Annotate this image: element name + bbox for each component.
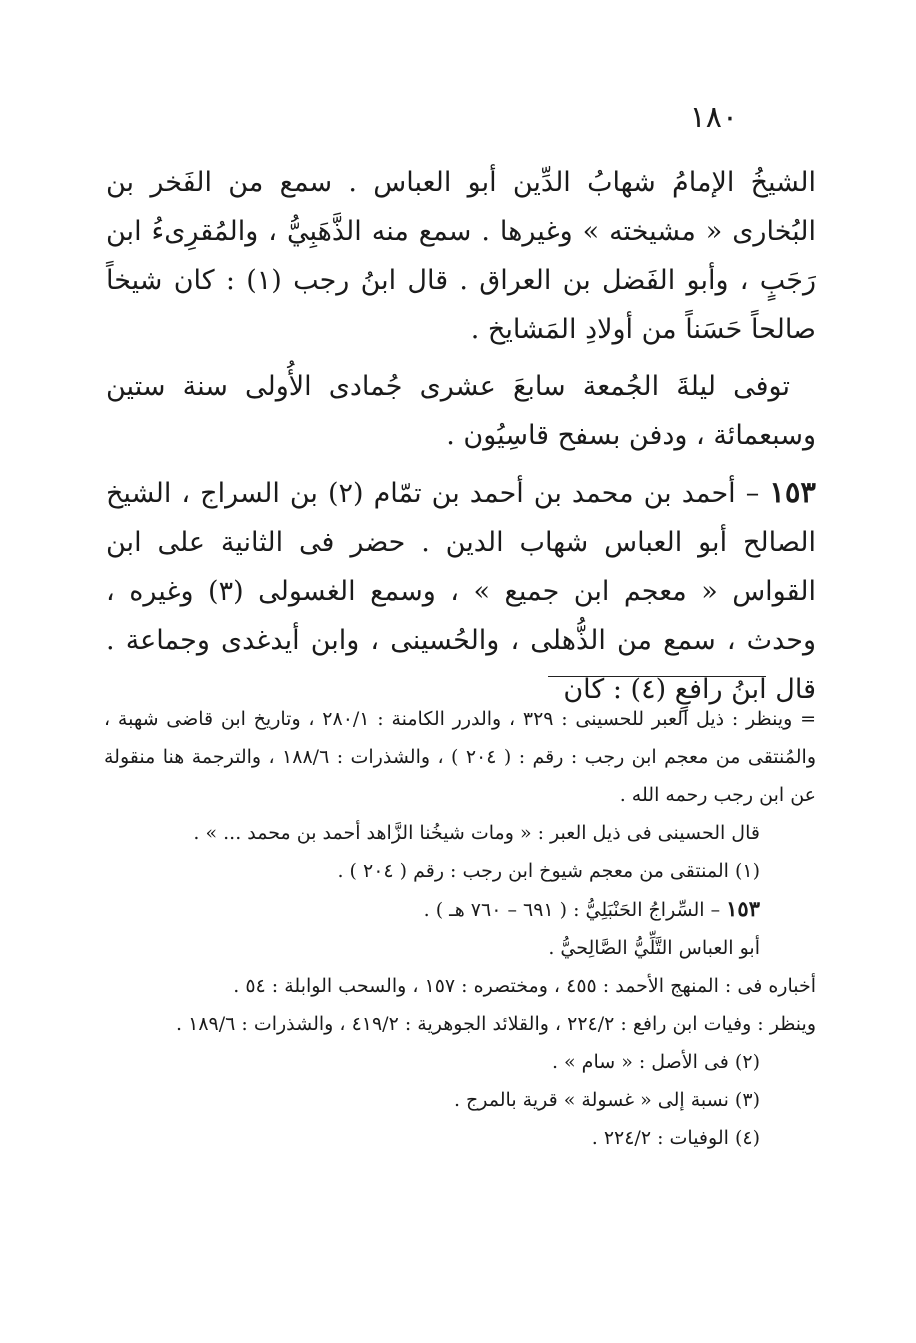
paragraph-entry-153 [106,468,816,714]
entry-text: – أحمد بن محمد بن أحمد بن تمّام (٢) بن السراج ، الشيخ الصالح أبو العباس شهاب الدين . حضر فى الثانية على ابن القواس « معجم ابن جميع » ، وسمع الغسولى (٣) وغيره ، وحدث ، سمع من الذُّهلى ، والحُسينى ، وابن أيدغدى وجماعة . قال ابنُ رافعٍ (٤) : كان [106,478,816,705]
footnote-entry-153 [104,890,816,929]
footnote-1: (١) المنتقى من معجم شيوخ ابن رجب : رقم ( ٢٠٤ ) . [337,860,760,882]
footnote-entry-title: – السِّراجُ الحَنْبَلِيُّ : ( ٦٩١ – ٧٦٠ هـ ) . [423,899,721,921]
footnote-quote: قال الحسينى فى ذيل العبر : « ومات شيخُنا الزَّاهد أحمد بن محمد ... » . [193,822,760,844]
footnote-nisba: أبو العباس التَّلِّيُّ الصَّالِحيُّ . [548,937,760,959]
paragraph-biography-continued: الشيخُ الإمامُ شهابُ الدِّين أبو العباس . سمع من الفَخر بن البُخارى « مشيخته » وغيرها . سمع منه الذَّهَبِيُّ ، والمُقرِىءُ ابن رَجَبٍ ، وأبو الفَضل بن العراق . قال ابنُ رجب (١) : كان شيخاً صالحاً حَسَناً من أولادِ المَشايخ . [106,167,817,345]
footnote-entry-number: ١٥٣ [726,896,760,921]
footnote-see-also: وينظر : وفيات ابن رافع : ٢٢٤/٢ ، والقلائد الجوهرية : ٤١٩/٢ ، والشذرات : ١٨٩/٦ . [176,1013,816,1035]
entry-number: ١٥٣ [769,475,816,509]
paragraph-death: توفى ليلةَ الجُمعة سابعَ عشرى جُمادى الأُولى سنة ستين وسبعمائة ، ودفن بسفح قاسِيُون . [106,371,816,451]
footnote-3: (٣) نسبة إلى « غسولة » قرية بالمرج . [453,1089,760,1111]
main-text [106,158,816,714]
footnote-2: (٢) فى الأصل : « سام » . [551,1051,760,1073]
footnote-continued: = وينظر : ذيل العبر للحسينى : ٣٢٩ ، والدرر الكامنة : ٢٨٠/١ ، وتاريخ ابن قاضى شهبة ، والمُنتقى من معجم ابن رجب : رقم : ( ٢٠٤ ) ، والشذرات : ١٨٨/٦ ، والترجمة هنا منقولة عن ابن رجب رحمه الله . [104,708,817,806]
footnotes [104,700,816,1157]
footnote-sources: أخباره فى : المنهج الأحمد : ٤٥٥ ، ومختصره : ١٥٧ ، والسحب الوابلة : ٥٤ . [233,975,816,997]
footnote-4: (٤) الوفيات : ٢٢٤/٢ . [591,1127,760,1149]
footnote-separator [548,676,766,677]
page-number: ١٨٠ [689,100,738,135]
